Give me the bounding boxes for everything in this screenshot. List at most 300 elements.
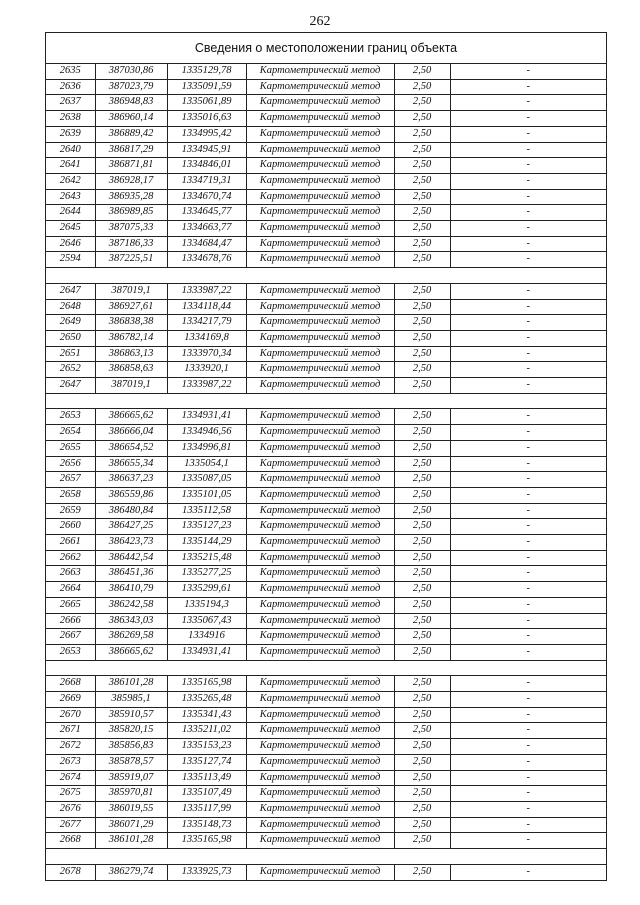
- y-coordinate-cell: 1334996,81: [167, 440, 246, 456]
- point-number-cell: 2637: [46, 95, 95, 111]
- table-row: [46, 833, 606, 849]
- point-number-cell: 2678: [46, 864, 95, 879]
- table-row: [46, 440, 606, 456]
- x-coordinate-cell: 386863,13: [95, 346, 167, 362]
- y-coordinate-cell: 1335165,98: [167, 833, 246, 849]
- x-coordinate-cell: 386343,03: [95, 613, 167, 629]
- x-coordinate-cell: 386442,54: [95, 550, 167, 566]
- accuracy-cell: 2,50: [394, 173, 450, 189]
- accuracy-cell: 2,50: [394, 629, 450, 645]
- method-cell: Картометрический метод: [246, 644, 394, 660]
- method-cell: Картометрический метод: [246, 802, 394, 818]
- method-cell: Картометрический метод: [246, 173, 394, 189]
- method-cell: Картометрический метод: [246, 299, 394, 315]
- table-row: [46, 283, 606, 299]
- y-coordinate-cell: 1335153,23: [167, 739, 246, 755]
- description-cell: -: [450, 425, 606, 441]
- y-coordinate-cell: 1334118,44: [167, 299, 246, 315]
- method-cell: Картометрический метод: [246, 440, 394, 456]
- x-coordinate-cell: 387075,33: [95, 221, 167, 237]
- point-number-cell: 2668: [46, 833, 95, 849]
- y-coordinate-cell: 1335211,02: [167, 723, 246, 739]
- table-row: [46, 346, 606, 362]
- point-number-cell: 2664: [46, 582, 95, 598]
- description-cell: -: [450, 299, 606, 315]
- point-number-cell: 2669: [46, 692, 95, 708]
- point-number-cell: 2661: [46, 535, 95, 551]
- method-cell: Картометрический метод: [246, 817, 394, 833]
- point-number-cell: 2672: [46, 739, 95, 755]
- method-cell: Картометрический метод: [246, 770, 394, 786]
- point-number-cell: 2667: [46, 629, 95, 645]
- method-cell: Картометрический метод: [246, 236, 394, 252]
- accuracy-cell: 2,50: [394, 487, 450, 503]
- x-coordinate-cell: 386665,62: [95, 409, 167, 425]
- accuracy-cell: 2,50: [394, 456, 450, 472]
- x-coordinate-cell: 386423,73: [95, 535, 167, 551]
- method-cell: Картометрический метод: [246, 739, 394, 755]
- point-number-cell: 2639: [46, 126, 95, 142]
- y-coordinate-cell: 1335277,25: [167, 566, 246, 582]
- x-coordinate-cell: 386410,79: [95, 582, 167, 598]
- x-coordinate-cell: 386019,55: [95, 802, 167, 818]
- description-cell: -: [450, 629, 606, 645]
- method-cell: Картометрический метод: [246, 205, 394, 221]
- description-cell: -: [450, 252, 606, 268]
- y-coordinate-cell: 1334945,91: [167, 142, 246, 158]
- point-number-cell: 2645: [46, 221, 95, 237]
- accuracy-cell: 2,50: [394, 205, 450, 221]
- point-number-cell: 2662: [46, 550, 95, 566]
- table-row: [46, 456, 606, 472]
- point-number-cell: 2651: [46, 346, 95, 362]
- description-cell: -: [450, 330, 606, 346]
- y-coordinate-cell: 1335112,58: [167, 503, 246, 519]
- method-cell: Картометрический метод: [246, 707, 394, 723]
- accuracy-cell: 2,50: [394, 739, 450, 755]
- y-coordinate-cell: 1333987,22: [167, 283, 246, 299]
- accuracy-cell: 2,50: [394, 425, 450, 441]
- x-coordinate-cell: 386242,58: [95, 597, 167, 613]
- table-row: [46, 362, 606, 378]
- method-cell: Картометрический метод: [246, 142, 394, 158]
- x-coordinate-cell: 386782,14: [95, 330, 167, 346]
- accuracy-cell: 2,50: [394, 802, 450, 818]
- method-cell: Картометрический метод: [246, 315, 394, 331]
- table-title: Сведения о местоположении границ объекта: [46, 33, 606, 64]
- y-coordinate-cell: 1335341,43: [167, 707, 246, 723]
- accuracy-cell: 2,50: [394, 472, 450, 488]
- x-coordinate-cell: 386666,04: [95, 425, 167, 441]
- table-row: [46, 644, 606, 660]
- y-coordinate-cell: 1334645,77: [167, 205, 246, 221]
- method-cell: Картометрический метод: [246, 786, 394, 802]
- y-coordinate-cell: 1333987,22: [167, 378, 246, 394]
- description-cell: -: [450, 378, 606, 394]
- table-row: [46, 79, 606, 95]
- description-cell: -: [450, 221, 606, 237]
- description-cell: -: [450, 487, 606, 503]
- x-coordinate-cell: 386889,42: [95, 126, 167, 142]
- description-cell: -: [450, 111, 606, 127]
- y-coordinate-cell: 1334217,79: [167, 315, 246, 331]
- table-row: [46, 189, 606, 205]
- accuracy-cell: 2,50: [394, 79, 450, 95]
- y-coordinate-cell: 1335194,3: [167, 597, 246, 613]
- table-row: [46, 158, 606, 174]
- x-coordinate-cell: 385970,81: [95, 786, 167, 802]
- method-cell: Картометрический метод: [246, 221, 394, 237]
- table-row: [46, 64, 606, 79]
- method-cell: Картометрический метод: [246, 126, 394, 142]
- accuracy-cell: 2,50: [394, 786, 450, 802]
- method-cell: Картометрический метод: [246, 487, 394, 503]
- method-cell: Картометрический метод: [246, 535, 394, 551]
- table-row: [46, 95, 606, 111]
- point-number-cell: 2658: [46, 487, 95, 503]
- separator-cell: [46, 393, 606, 409]
- accuracy-cell: 2,50: [394, 864, 450, 879]
- accuracy-cell: 2,50: [394, 346, 450, 362]
- description-cell: -: [450, 550, 606, 566]
- table-row: [46, 299, 606, 315]
- table-row: [46, 613, 606, 629]
- group-separator-row: [46, 849, 606, 865]
- y-coordinate-cell: 1335091,59: [167, 79, 246, 95]
- accuracy-cell: 2,50: [394, 817, 450, 833]
- description-cell: -: [450, 189, 606, 205]
- description-cell: -: [450, 503, 606, 519]
- point-number-cell: 2670: [46, 707, 95, 723]
- accuracy-cell: 2,50: [394, 95, 450, 111]
- table-row: [46, 676, 606, 692]
- accuracy-cell: 2,50: [394, 142, 450, 158]
- description-cell: -: [450, 173, 606, 189]
- table-row: [46, 173, 606, 189]
- description-cell: -: [450, 597, 606, 613]
- y-coordinate-cell: 1334916: [167, 629, 246, 645]
- description-cell: -: [450, 707, 606, 723]
- point-number-cell: 2677: [46, 817, 95, 833]
- accuracy-cell: 2,50: [394, 126, 450, 142]
- method-cell: Картометрический метод: [246, 566, 394, 582]
- accuracy-cell: 2,50: [394, 111, 450, 127]
- y-coordinate-cell: 1335127,23: [167, 519, 246, 535]
- x-coordinate-cell: 386655,34: [95, 456, 167, 472]
- description-cell: -: [450, 236, 606, 252]
- table-row: [46, 142, 606, 158]
- y-coordinate-cell: 1334719,31: [167, 173, 246, 189]
- x-coordinate-cell: 386071,29: [95, 817, 167, 833]
- description-cell: -: [450, 126, 606, 142]
- x-coordinate-cell: 386871,81: [95, 158, 167, 174]
- method-cell: Картометрический метод: [246, 409, 394, 425]
- table-row: [46, 723, 606, 739]
- method-cell: Картометрический метод: [246, 503, 394, 519]
- table-row: [46, 786, 606, 802]
- accuracy-cell: 2,50: [394, 378, 450, 394]
- description-cell: -: [450, 64, 606, 79]
- point-number-cell: 2641: [46, 158, 95, 174]
- table-row: [46, 864, 606, 879]
- page-number: 262: [309, 14, 331, 29]
- description-cell: -: [450, 692, 606, 708]
- point-number-cell: 2673: [46, 754, 95, 770]
- separator-cell: [46, 268, 606, 284]
- accuracy-cell: 2,50: [394, 252, 450, 268]
- separator-cell: [46, 849, 606, 865]
- y-coordinate-cell: 1334663,77: [167, 221, 246, 237]
- x-coordinate-cell: 386269,58: [95, 629, 167, 645]
- x-coordinate-cell: 386665,62: [95, 644, 167, 660]
- x-coordinate-cell: 385919,07: [95, 770, 167, 786]
- table-row: [46, 487, 606, 503]
- accuracy-cell: 2,50: [394, 362, 450, 378]
- y-coordinate-cell: 1335054,1: [167, 456, 246, 472]
- y-coordinate-cell: 1335129,78: [167, 64, 246, 79]
- accuracy-cell: 2,50: [394, 409, 450, 425]
- x-coordinate-cell: 385820,15: [95, 723, 167, 739]
- description-cell: -: [450, 739, 606, 755]
- table-row: [46, 566, 606, 582]
- description-cell: -: [450, 142, 606, 158]
- point-number-cell: 2640: [46, 142, 95, 158]
- x-coordinate-cell: 385985,1: [95, 692, 167, 708]
- point-number-cell: 2657: [46, 472, 95, 488]
- accuracy-cell: 2,50: [394, 644, 450, 660]
- description-cell: -: [450, 676, 606, 692]
- y-coordinate-cell: 1335016,63: [167, 111, 246, 127]
- accuracy-cell: 2,50: [394, 550, 450, 566]
- method-cell: Картометрический метод: [246, 252, 394, 268]
- point-number-cell: 2675: [46, 786, 95, 802]
- group-separator-row: [46, 268, 606, 284]
- y-coordinate-cell: 1334169,8: [167, 330, 246, 346]
- boundary-table-frame: [45, 32, 607, 881]
- description-cell: -: [450, 456, 606, 472]
- point-number-cell: 2648: [46, 299, 95, 315]
- point-number-cell: 2652: [46, 362, 95, 378]
- method-cell: Картометрический метод: [246, 95, 394, 111]
- table-row: [46, 252, 606, 268]
- x-coordinate-cell: 386989,85: [95, 205, 167, 221]
- y-coordinate-cell: 1335061,89: [167, 95, 246, 111]
- point-number-cell: 2636: [46, 79, 95, 95]
- table-row: [46, 236, 606, 252]
- method-cell: Картометрический метод: [246, 362, 394, 378]
- accuracy-cell: 2,50: [394, 440, 450, 456]
- x-coordinate-cell: 385878,57: [95, 754, 167, 770]
- point-number-cell: 2644: [46, 205, 95, 221]
- description-cell: -: [450, 802, 606, 818]
- table-row: [46, 221, 606, 237]
- table-row: [46, 692, 606, 708]
- accuracy-cell: 2,50: [394, 597, 450, 613]
- y-coordinate-cell: 1333970,34: [167, 346, 246, 362]
- x-coordinate-cell: 387023,79: [95, 79, 167, 95]
- table-row: [46, 582, 606, 598]
- table-row: [46, 817, 606, 833]
- y-coordinate-cell: 1335148,73: [167, 817, 246, 833]
- accuracy-cell: 2,50: [394, 676, 450, 692]
- x-coordinate-cell: 386101,28: [95, 833, 167, 849]
- x-coordinate-cell: 387019,1: [95, 378, 167, 394]
- table-row: [46, 378, 606, 394]
- table-row: [46, 629, 606, 645]
- y-coordinate-cell: 1335107,49: [167, 786, 246, 802]
- y-coordinate-cell: 1334684,47: [167, 236, 246, 252]
- y-coordinate-cell: 1335117,99: [167, 802, 246, 818]
- y-coordinate-cell: 1334670,74: [167, 189, 246, 205]
- point-number-cell: 2638: [46, 111, 95, 127]
- y-coordinate-cell: 1334846,01: [167, 158, 246, 174]
- table-row: [46, 754, 606, 770]
- table-body: [46, 64, 606, 880]
- x-coordinate-cell: 385910,57: [95, 707, 167, 723]
- accuracy-cell: 2,50: [394, 535, 450, 551]
- description-cell: -: [450, 613, 606, 629]
- method-cell: Картометрический метод: [246, 64, 394, 79]
- description-cell: -: [450, 770, 606, 786]
- description-cell: -: [450, 283, 606, 299]
- x-coordinate-cell: 386451,36: [95, 566, 167, 582]
- x-coordinate-cell: 387186,33: [95, 236, 167, 252]
- point-number-cell: 2676: [46, 802, 95, 818]
- accuracy-cell: 2,50: [394, 283, 450, 299]
- table-row: [46, 597, 606, 613]
- table-row: [46, 315, 606, 331]
- method-cell: Картометрический метод: [246, 472, 394, 488]
- method-cell: Картометрический метод: [246, 79, 394, 95]
- description-cell: -: [450, 644, 606, 660]
- method-cell: Картометрический метод: [246, 550, 394, 566]
- y-coordinate-cell: 1335165,98: [167, 676, 246, 692]
- point-number-cell: 2656: [46, 456, 95, 472]
- description-cell: -: [450, 205, 606, 221]
- method-cell: Картометрический метод: [246, 456, 394, 472]
- y-coordinate-cell: 1335144,29: [167, 535, 246, 551]
- x-coordinate-cell: 387225,51: [95, 252, 167, 268]
- point-number-cell: 2594: [46, 252, 95, 268]
- accuracy-cell: 2,50: [394, 503, 450, 519]
- method-cell: Картометрический метод: [246, 111, 394, 127]
- table-row: [46, 519, 606, 535]
- table-row: [46, 550, 606, 566]
- accuracy-cell: 2,50: [394, 566, 450, 582]
- description-cell: -: [450, 440, 606, 456]
- y-coordinate-cell: 1334995,42: [167, 126, 246, 142]
- y-coordinate-cell: 1334931,41: [167, 409, 246, 425]
- y-coordinate-cell: 1335113,49: [167, 770, 246, 786]
- description-cell: -: [450, 566, 606, 582]
- description-cell: -: [450, 79, 606, 95]
- description-cell: -: [526, 865, 530, 877]
- point-number-cell: 2666: [46, 613, 95, 629]
- point-number-cell: 2659: [46, 503, 95, 519]
- y-coordinate-cell: 1333925,73: [167, 864, 246, 879]
- method-cell: Картометрический метод: [246, 692, 394, 708]
- table-row: [46, 707, 606, 723]
- description-cell: -: [450, 95, 606, 111]
- point-number-cell: 2647: [46, 283, 95, 299]
- accuracy-cell: 2,50: [394, 692, 450, 708]
- method-cell: Картометрический метод: [246, 330, 394, 346]
- x-coordinate-cell: 386948,83: [95, 95, 167, 111]
- y-coordinate-cell: 1334946,56: [167, 425, 246, 441]
- boundary-coordinates-table: [46, 64, 606, 880]
- accuracy-cell: 2,50: [394, 723, 450, 739]
- separator-cell: [46, 660, 606, 676]
- accuracy-cell: 2,50: [394, 299, 450, 315]
- description-cell: -: [450, 754, 606, 770]
- x-coordinate-cell: 386838,38: [95, 315, 167, 331]
- point-number-cell: 2668: [46, 676, 95, 692]
- description-cell: -: [450, 519, 606, 535]
- point-number-cell: 2653: [46, 409, 95, 425]
- point-number-cell: 2665: [46, 597, 95, 613]
- description-cell: -: [450, 362, 606, 378]
- y-coordinate-cell: 1334678,76: [167, 252, 246, 268]
- table-row: [46, 739, 606, 755]
- point-number-cell: 2663: [46, 566, 95, 582]
- point-number-cell: 2642: [46, 173, 95, 189]
- y-coordinate-cell: 1335127,74: [167, 754, 246, 770]
- method-cell: Картометрический метод: [246, 158, 394, 174]
- x-coordinate-cell: 386637,23: [95, 472, 167, 488]
- description-cell: -: [450, 409, 606, 425]
- y-coordinate-cell: 1335101,05: [167, 487, 246, 503]
- table-row: [46, 802, 606, 818]
- table-row: [46, 770, 606, 786]
- accuracy-cell: 2,50: [394, 189, 450, 205]
- point-number-cell: 2643: [46, 189, 95, 205]
- description-cell: -: [450, 582, 606, 598]
- description-cell: -: [450, 786, 606, 802]
- accuracy-cell: 2,50: [394, 315, 450, 331]
- y-coordinate-cell: 1335087,05: [167, 472, 246, 488]
- x-coordinate-cell: 386817,29: [95, 142, 167, 158]
- y-coordinate-cell: 1335299,61: [167, 582, 246, 598]
- x-coordinate-cell: 386559,86: [95, 487, 167, 503]
- accuracy-cell: 2,50: [394, 64, 450, 79]
- point-number-cell: 2635: [46, 64, 95, 79]
- point-number-cell: 2674: [46, 770, 95, 786]
- method-cell: Картометрический метод: [246, 613, 394, 629]
- method-cell: Картометрический метод: [246, 346, 394, 362]
- method-cell: Картометрический метод: [246, 723, 394, 739]
- x-coordinate-cell: 386935,28: [95, 189, 167, 205]
- x-coordinate-cell: 387030,86: [95, 64, 167, 79]
- method-cell: Картометрический метод: [246, 864, 394, 879]
- description-cell: -: [450, 817, 606, 833]
- accuracy-cell: 2,50: [394, 330, 450, 346]
- x-coordinate-cell: 386480,84: [95, 503, 167, 519]
- x-coordinate-cell: 386858,63: [95, 362, 167, 378]
- table-row: [46, 111, 606, 127]
- y-coordinate-cell: 1333920,1: [167, 362, 246, 378]
- x-coordinate-cell: 386279,74: [95, 864, 167, 879]
- point-number-cell: 2655: [46, 440, 95, 456]
- x-coordinate-cell: 386927,61: [95, 299, 167, 315]
- description-cell: -: [450, 535, 606, 551]
- y-coordinate-cell: 1335067,43: [167, 613, 246, 629]
- group-separator-row: [46, 393, 606, 409]
- x-coordinate-cell: 385856,83: [95, 739, 167, 755]
- accuracy-cell: 2,50: [394, 833, 450, 849]
- table-row: [46, 503, 606, 519]
- y-coordinate-cell: 1335215,48: [167, 550, 246, 566]
- table-row: [46, 409, 606, 425]
